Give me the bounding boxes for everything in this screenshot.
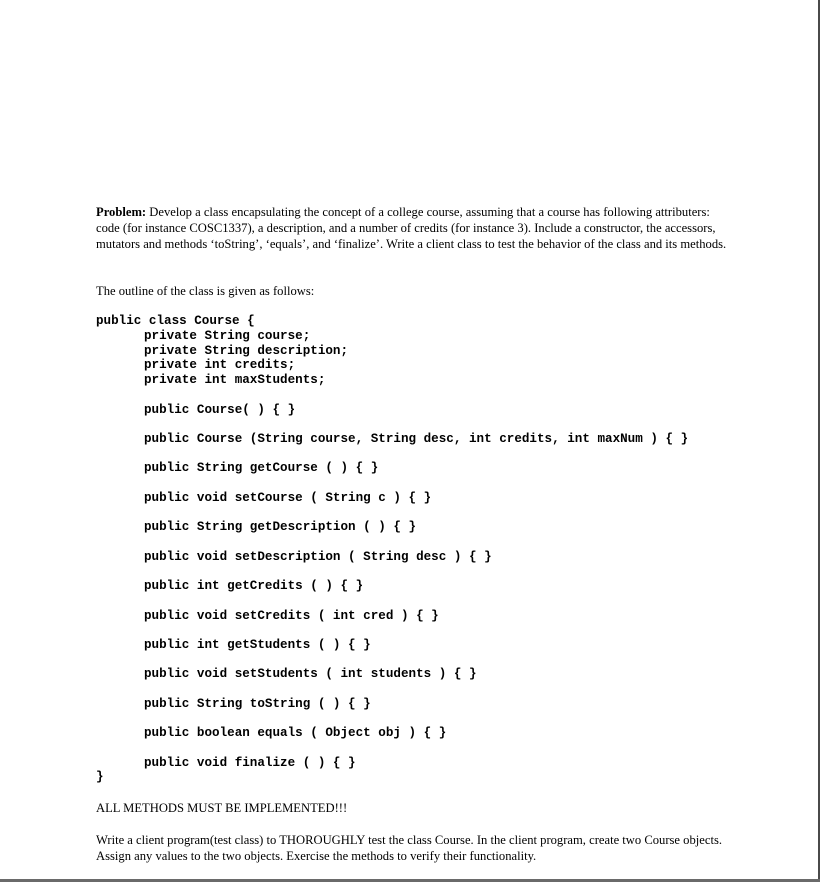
method-default-constructor: public Course( ) { } [144,403,296,417]
method-set-students: public void setStudents ( int students ) { } [144,667,477,681]
field-credits: private int credits; [144,358,296,372]
method-get-course: public String getCourse ( ) { } [144,461,379,475]
field-description: private String description; [144,344,349,358]
class-declaration: public class Course { [96,314,255,328]
class-closing-brace: } [96,770,104,784]
method-set-course: public void setCourse ( String c ) { } [144,491,432,505]
method-equals: public boolean equals ( Object obj ) { } [144,726,447,740]
method-full-constructor: public Course (String course, String desc, int credits, int maxNum ) { } [144,432,689,446]
client-instructions: Write a client program(test class) to THOROUGHLY test the class Course. In the client program, create two Course objects. Assign any values to the two objects. Exercise the methods to verify their functionality. [96,833,722,863]
problem-paragraph [96,205,736,252]
method-set-description: public void setDescription ( String desc ) { } [144,550,492,564]
method-get-credits: public int getCredits ( ) { } [144,579,364,593]
problem-text: Develop a class encapsulating the concept of a college course, assuming that a course has following attributers: code (for instance COSC1337), a description, and a number of credits (for instance 3). Include a constructor, the accessors, mutators and methods ‘toString’, ‘equals’, and ‘finalize’. Write a client class to test the behavior of the class and its methods. [96,205,727,251]
method-finalize: public void finalize ( ) { } [144,756,356,770]
method-get-description: public String getDescription ( ) { } [144,520,417,534]
problem-label: Problem: [96,205,147,219]
method-get-students: public int getStudents ( ) { } [144,638,371,652]
field-max-students: private int maxStudents; [144,373,326,387]
method-set-credits: public void setCredits ( int cred ) { } [144,609,439,623]
outline-title: The outline of the class is given as follows: [96,284,315,298]
field-course: private String course; [144,329,311,343]
method-to-string: public String toString ( ) { } [144,697,371,711]
all-methods-notice: ALL METHODS MUST BE IMPLEMENTED!!! [96,801,348,815]
